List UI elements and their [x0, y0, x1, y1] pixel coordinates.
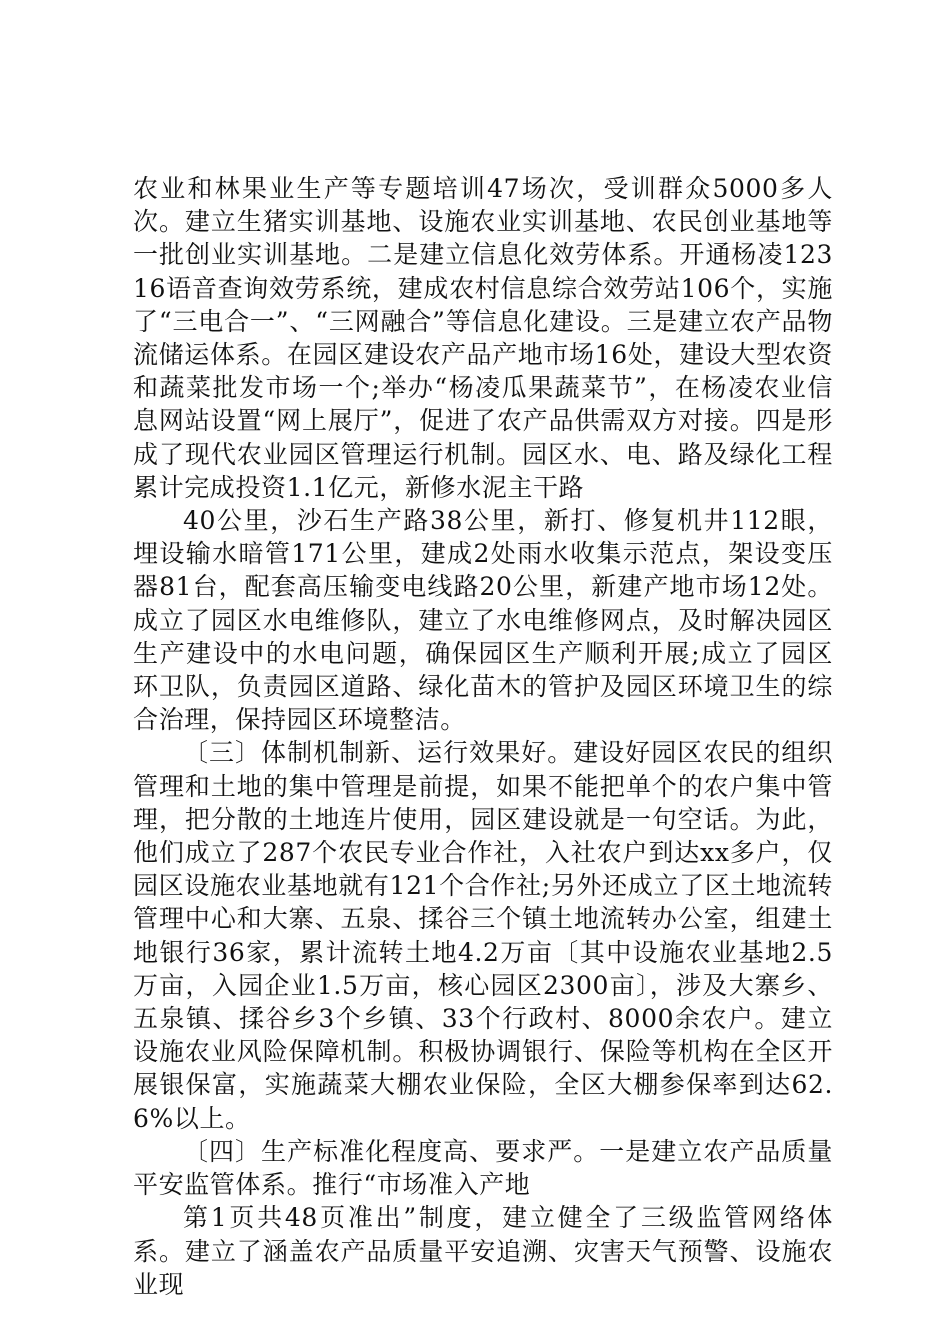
paragraph-section-three: 〔三〕体制机制新、运行效果好。建设好园区农民的组织管理和土地的集中管理是前提，如果不能把单个的农户集中管理，把分散的土地连片使用，园区建设就是一句空话。为此，他们成立了287个农民专业合作社，入社农户到达xx多户，仅园区设施农业基地就有121个合作社;另外还成立了区土地流转管理中心和大寨、五泉、揉谷三个镇土地流转办公室，组建土地银行36家，累计流转土地4.2万亩〔其中设施农业基地2.5万亩，入园企业1.5万亩，核心园区2300亩〕，涉及大寨乡、五泉镇、揉谷乡3个乡镇、33个行政村、8000余农户。建立设施农业风险保障机制。积极协调银行、保险等机构在全区开展银保富，实施蔬菜大棚农业保险，全区大棚参保率到达62.6%以上。 [133, 738, 833, 1133]
paragraph-training-and-services: 农业和林果业生产等专题培训47场次，受训群众5000多人次。建立生猪实训基地、设施农业实训基地、农民创业基地等一批创业实训基地。二是建立信息化效劳体系。开通杨凌12316语音查询效劳系统，建成农村信息综合效劳站106个，实施了“三电合一”、“三网融合”等信息化建设。三是建立农产品物流储运体系。在园区建设农产品产地市场16处，建设大型农资和蔬菜批发市场一个;举办“杨凌瓜果蔬菜节”，在杨凌农业信息网站设置“网上展厅”，促进了农产品供需双方对接。四是形成了现代农业园区管理运行机制。园区水、电、路及绿化工程累计完成投资1.1亿元，新修水泥主干路 [133, 174, 833, 502]
paragraph-infrastructure: 40公里，沙石生产路38公里，新打、修复机井112眼，埋设输水暗管171公里，建成2处雨水收集示范点，架设变压器81台，配套高压输变电线路20公里，新建产地市场12处。成立了园区水电维修队，建立了水电维修网点，及时解决园区生产建设中的水电问题，确保园区生产顺利开展;成立了园区环卫队，负责园区道路、绿化苗木的管护及园区环境卫生的综合治理，保持园区环境整洁。 [133, 506, 833, 735]
paragraph-section-four: 〔四〕生产标准化程度高、要求严。一是建立农产品质量平安监管体系。推行“市场准入产地 [133, 1136, 833, 1200]
document-body [133, 172, 833, 1301]
paragraph-page-footer-continuation: 第1页共48页准出”制度，建立健全了三级监管网络体系。建立了涵盖农产品质量平安追溯、灾害天气预警、设施农业现 [133, 1203, 833, 1299]
